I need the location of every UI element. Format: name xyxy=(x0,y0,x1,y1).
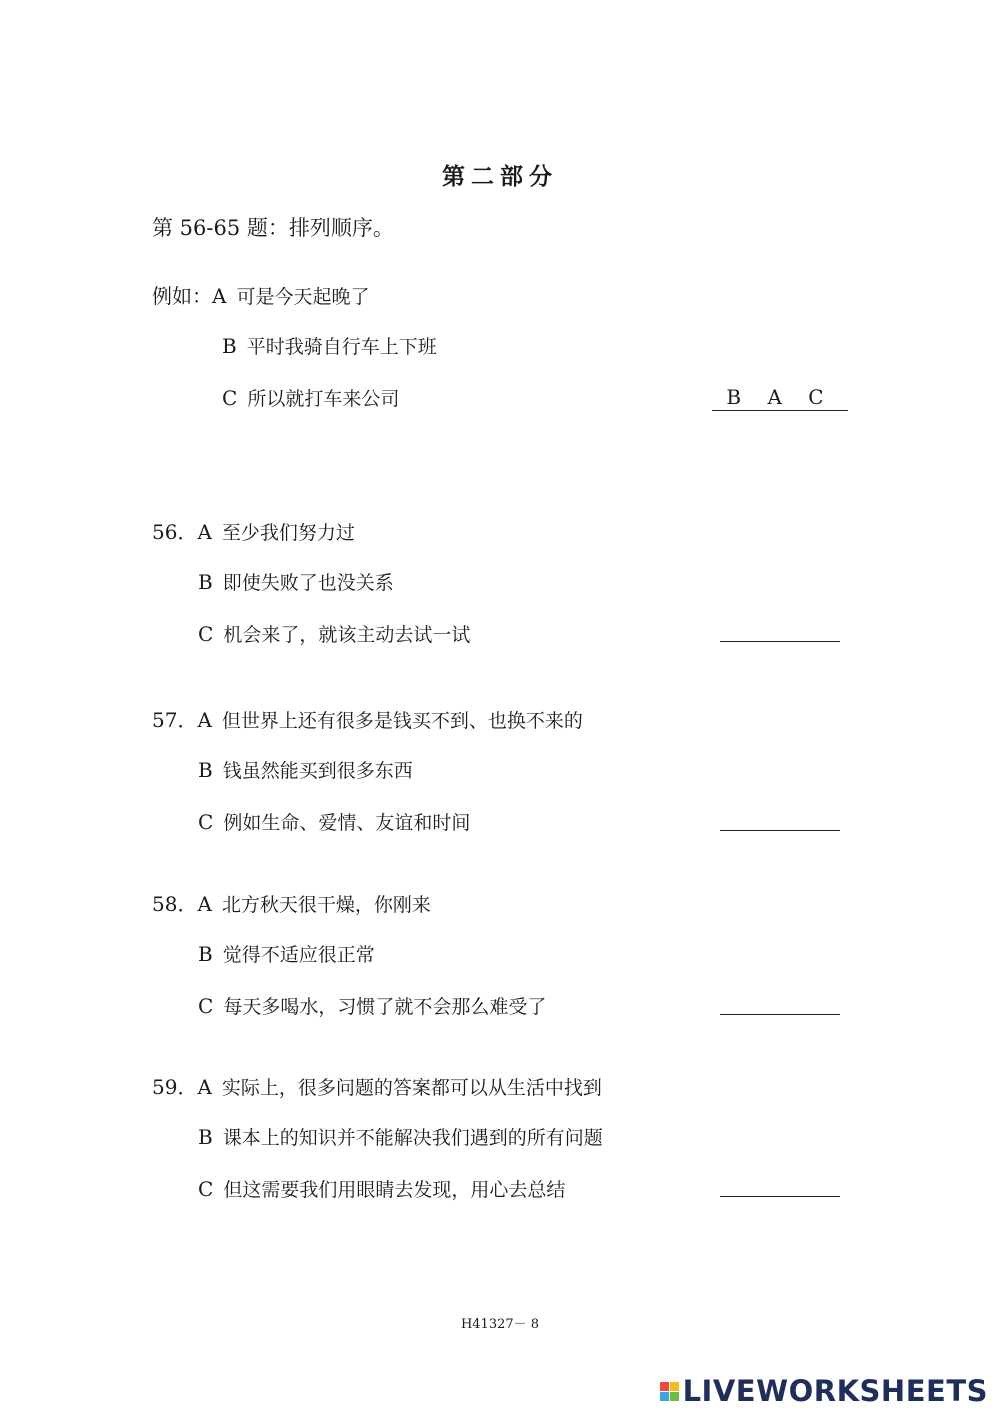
option-text: 平时我骑自行车上下班 xyxy=(246,336,437,358)
question-number: 57． xyxy=(152,708,198,732)
section-title: 第二部分 xyxy=(442,163,558,190)
question-58-line-c xyxy=(198,992,546,1019)
liveworksheets-logo xyxy=(660,1374,988,1408)
example-line-c xyxy=(222,384,399,411)
option-label: B xyxy=(198,570,213,594)
question-59-line-a xyxy=(152,1071,602,1100)
example-line-b xyxy=(222,332,437,359)
question-56-line-b xyxy=(198,568,394,595)
question-57-line-a xyxy=(152,704,583,733)
example-line-a xyxy=(152,280,369,309)
option-label: A xyxy=(197,708,212,732)
question-58-line-a xyxy=(152,888,431,917)
option-text: 钱虽然能买到很多东西 xyxy=(222,760,413,782)
question-57-line-c xyxy=(198,808,470,835)
question-number: 59． xyxy=(152,1075,198,1099)
answer-blank-58[interactable] xyxy=(720,1014,840,1015)
option-label: C xyxy=(198,810,214,834)
logo-icon xyxy=(660,1382,679,1401)
example-prefix: 例如： xyxy=(152,284,212,308)
option-text: 所以就打车来公司 xyxy=(247,388,400,410)
option-text: 但世界上还有很多是钱买不到、也换不来的 xyxy=(221,710,583,732)
option-text: 机会来了，就该主动去试一试 xyxy=(223,624,471,646)
option-text: 即使失败了也没关系 xyxy=(222,572,394,594)
option-label: A xyxy=(197,520,212,544)
question-59-line-b xyxy=(198,1123,603,1150)
logo-text: LIVEWORKSHEETS xyxy=(682,1374,988,1408)
answer-blank-57[interactable] xyxy=(720,830,840,831)
option-label: B xyxy=(222,334,237,358)
option-text: 可是今天起晚了 xyxy=(236,286,370,308)
example-answer: B A C xyxy=(712,385,848,411)
question-number: 56． xyxy=(152,520,198,544)
option-label: C xyxy=(198,622,214,646)
answer-blank-59[interactable] xyxy=(720,1196,840,1197)
question-56-line-a xyxy=(152,516,355,545)
page-footer: H41327－ 8 xyxy=(460,1317,540,1332)
answer-blank-56[interactable] xyxy=(720,641,840,642)
option-text: 至少我们努力过 xyxy=(221,522,355,544)
option-label: B xyxy=(198,942,213,966)
option-text: 觉得不适应很正常 xyxy=(222,944,375,966)
question-number: 58． xyxy=(152,892,198,916)
question-59-line-c xyxy=(198,1175,565,1202)
question-56-line-c xyxy=(198,620,470,647)
option-text: 但这需要我们用眼睛去发现，用心去总结 xyxy=(223,1179,566,1201)
option-label: C xyxy=(198,1177,214,1201)
option-label: B xyxy=(198,758,213,782)
question-58-line-b xyxy=(198,940,375,967)
instruction: 第 56-65 题：排列顺序。 xyxy=(152,216,394,240)
option-label: A xyxy=(197,892,212,916)
option-text: 例如生命、爱情、友谊和时间 xyxy=(223,812,471,834)
option-label: A xyxy=(212,284,227,308)
option-label: A xyxy=(197,1075,212,1099)
option-text: 课本上的知识并不能解决我们遇到的所有问题 xyxy=(222,1127,603,1149)
option-text: 每天多喝水，习惯了就不会那么难受了 xyxy=(223,996,547,1018)
option-label: C xyxy=(198,994,214,1018)
option-label: C xyxy=(222,386,238,410)
option-text: 北方秋天很干燥，你刚来 xyxy=(221,894,431,916)
option-text: 实际上，很多问题的答案都可以从生活中找到 xyxy=(221,1077,602,1099)
option-label: B xyxy=(198,1125,213,1149)
question-57-line-b xyxy=(198,756,413,783)
